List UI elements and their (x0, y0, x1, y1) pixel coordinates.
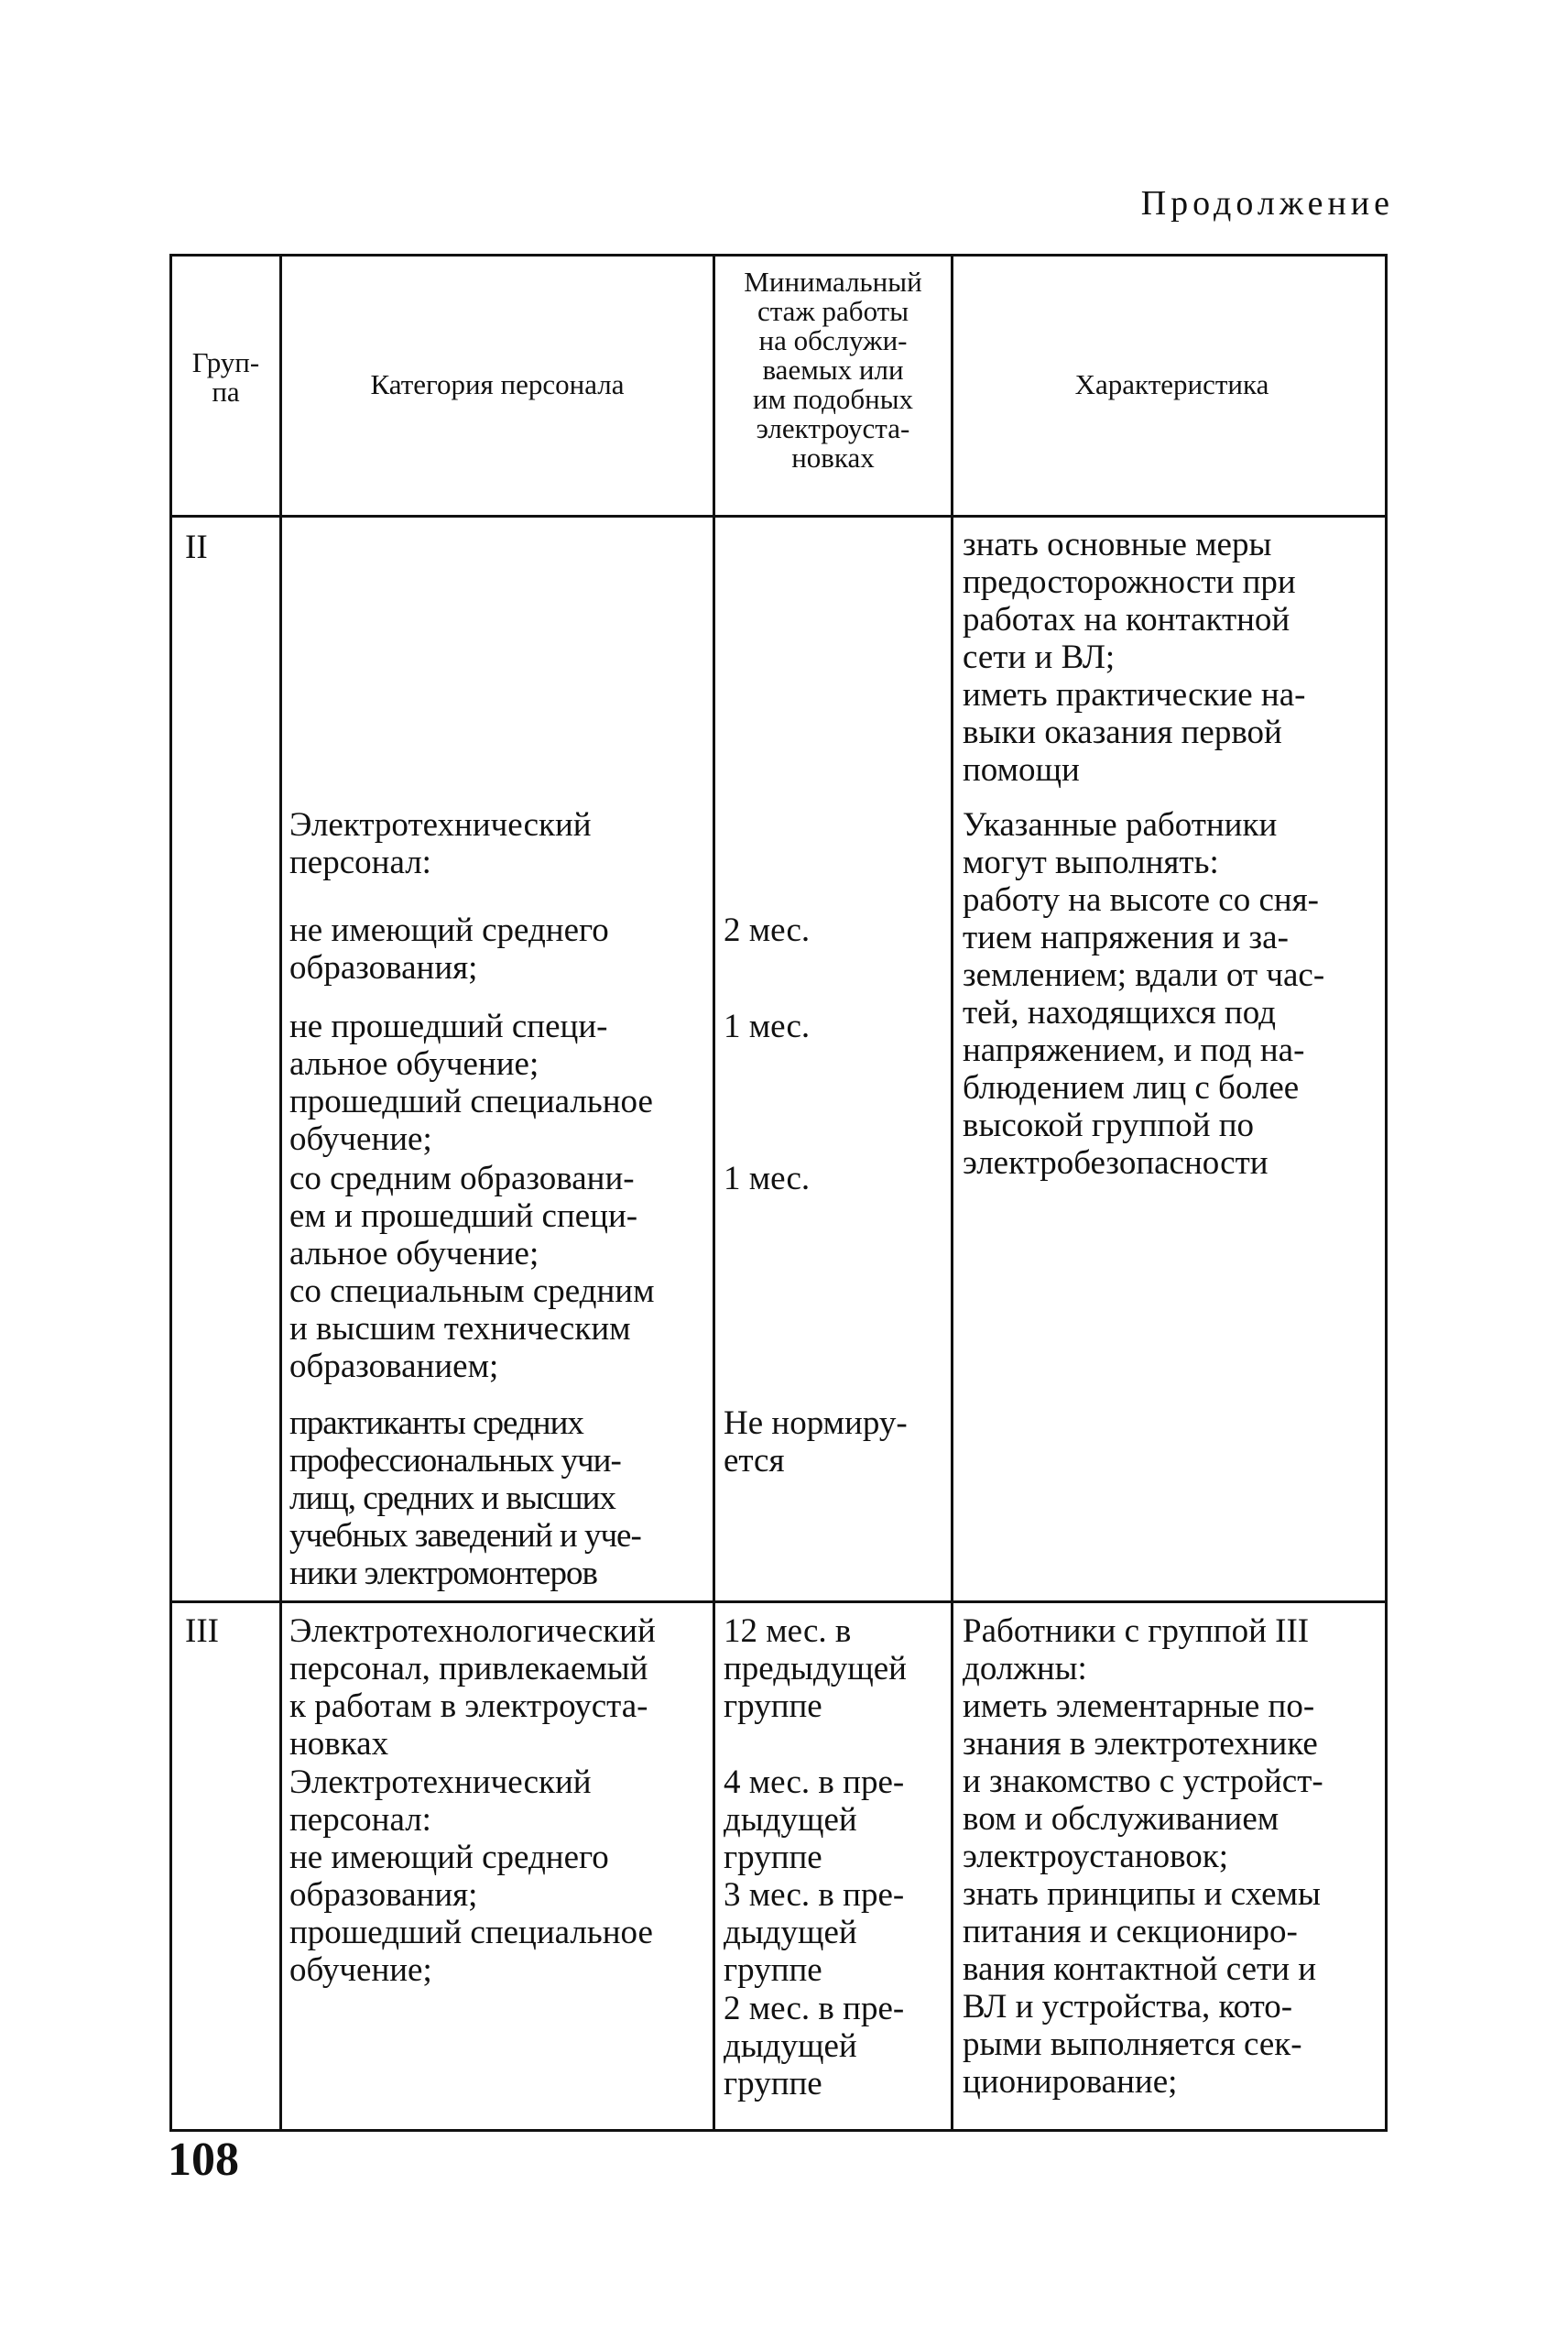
page-number: 108 (168, 2134, 239, 2186)
group-iii-experience: 3 мес. в пре- дыдущей группе (724, 1876, 905, 1989)
group-ii-experience: Не нормиру- ется (724, 1404, 908, 1480)
group-ii-category-title: Электротехнический персонал: (289, 806, 592, 881)
group-iii-experience: 2 мес. в пре- дыдущей группе (724, 1990, 905, 2102)
column-divider (279, 257, 282, 2129)
group-iii-category: Электротехнологический персонал, привлекаемый к работам в электроуста- новках (289, 1612, 656, 1763)
header-characteristic: Характеристика (1074, 368, 1269, 400)
group-iii-experience: 4 мес. в пре- дыдущей группе (724, 1764, 905, 1876)
group-ii-category: не прошедший специ- альное обучение; прошедший специальное обучение; (289, 1008, 653, 1158)
header-category: Категория персонала (370, 368, 625, 400)
group-ii-category: не имеющий среднего образования; (289, 912, 609, 987)
group-ii-characteristic-2: Указанные работники могут выполнять: работу на высоте со сня- тием напряжения и за- землением; вдали от час- тей, находящихся под напряжением, и под на- блюдением лиц с более высокой группой по электробезопасности (963, 806, 1325, 1182)
group-iii-experience: 12 мес. в предыдущей группе (724, 1612, 907, 1725)
header-experience: Минимальный стаж работы на обслужи- ваемых или им подобных электроуста- новках (744, 266, 922, 474)
column-divider (951, 257, 953, 2129)
group-ii-experience: 1 мес. (724, 1160, 811, 1197)
group-ii-characteristic-1: знать основные меры предосторожности при работах на контактной сети и ВЛ; иметь практические на- выки оказания первой помощи (963, 526, 1306, 789)
group-iii-characteristic: Работники с группой III должны: иметь элементарные по- знания в электротехнике и знакомство с устройст- вом и обслуживанием электроустановок; знать принципы и схемы питания и секциониро- вания контактной сети и ВЛ и устройства, кото- рыми выполняется сек- ционирование; (963, 1612, 1323, 2101)
row-divider (172, 1600, 1385, 1603)
group-iii-label: III (185, 1612, 219, 1650)
group-ii-experience: 1 мес. (724, 1008, 811, 1045)
column-divider (713, 257, 715, 2129)
group-ii-category: практиканты средних профессиональных учи- лищ, средних и высших учебных заведений и уче- ники электромонтеров (289, 1404, 641, 1592)
header-divider (172, 515, 1385, 518)
group-ii-label: II (185, 529, 208, 566)
continuation-label: Продолжение (1140, 184, 1394, 223)
header-group: Груп- па (191, 346, 260, 408)
group-iii-category: Электротехнический персонал: не имеющий среднего образования; прошедший специальное обучение; (289, 1764, 653, 1989)
personnel-table (169, 254, 1388, 2132)
group-ii-experience: 2 мес. (724, 912, 811, 949)
group-ii-category: со средним образовани- ем и прошедший специ- альное обучение; со специальным средним и высшим техническим образованием; (289, 1160, 655, 1385)
